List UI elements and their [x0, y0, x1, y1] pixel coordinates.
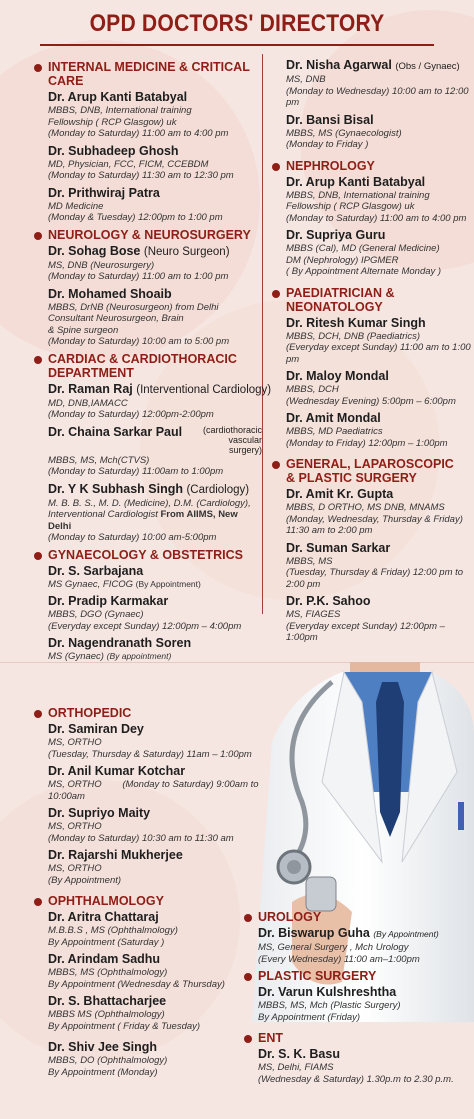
doctor-name: Dr. Aritra Chattaraj — [48, 910, 159, 924]
doctor-name: Dr. Rajarshi Mukherjee — [48, 848, 183, 862]
doctor-name: Dr. P.K. Sahoo — [286, 594, 371, 608]
doctor-entry — [272, 175, 472, 225]
doctor-entry — [244, 985, 472, 1023]
doctor-entry — [272, 228, 472, 278]
doctor-timing: (Monday to Saturday) 12:00pm-2:00pm — [48, 409, 214, 420]
doctor-timing: (By Appointment) — [48, 874, 122, 886]
doctor-name: Dr. Raman Raj (Interventional Cardiology) — [48, 381, 272, 396]
doctor-qualification: MBBS, DrNB (Neurosurgeon) from Delhi Consultant Neurosurgeon, Brain & Spine surgeon — [48, 301, 219, 336]
doctor-specialty: (Interventional Cardiology) — [136, 383, 272, 396]
section-heading: PAEDIATRICIAN & NEONATOLOGY — [272, 286, 472, 314]
doctor-qualification: MBBS, DNB, International training Fellowship ( RCP Glasgow) uk — [286, 189, 430, 212]
doctor-entry — [34, 90, 262, 140]
doctor-timing: (Monday to Saturday) 9:00am to 10:00am — [48, 779, 259, 802]
doctor-timing: (Monday to Saturday) 10:30 am to 11:30 am — [48, 832, 234, 844]
doctor-name: Dr. Chaina Sarkar Paul (cardiothoracic vascular surgery) — [48, 424, 262, 455]
doctor-entry — [34, 186, 262, 224]
doctor-qualification: MS, DNB (Neurosurgery) — [48, 259, 155, 271]
doctor-timing: (Monday to Saturday) 11:00am to 1:00pm — [48, 466, 224, 477]
doctor-timing: By Appointment (Wednesday & Thursday) — [48, 978, 225, 990]
doctor-timing: (Monday to Saturday) 10:00 am to 5:00 pm — [48, 336, 230, 347]
doctor-qualification: M. B. B. S., M. D. (Medicine), D.M. (Cardiology), Interventional Cardiologist From AIIMS, New Delhi — [48, 497, 251, 532]
doctor-entry — [34, 287, 262, 348]
doctor-timing: By Appointment (Saturday ) — [48, 936, 165, 948]
section-heading: ENT — [244, 1031, 472, 1045]
doctor-name: Dr. Anil Kumar Kotchar — [48, 764, 186, 778]
doctor-timing: By Appointment ( Friday & Tuesday) — [48, 1020, 201, 1032]
section-heading: NEUROLOGY & NEUROSURGERY — [34, 228, 262, 242]
doctor-name: Dr. Ritesh Kumar Singh — [286, 315, 426, 330]
doctor-timing: (Every Wednesday) 11:00 am–1:00pm — [258, 953, 420, 965]
doctor-entry — [272, 316, 472, 366]
doctor-timing: (Monday, Wednesday, Thursday & Friday) 11:30 am to 2:00 pm — [286, 513, 463, 536]
section-heading: ORTHOPEDIC — [34, 706, 274, 720]
doctor-name: Dr. Shiv Jee Singh — [48, 1040, 158, 1054]
doctor-entry — [244, 1047, 472, 1085]
doctor-qualification: MBBS, MS, Mch (Plastic Surgery) — [258, 1000, 401, 1011]
doctor-entry — [272, 594, 472, 644]
doctor-name: Dr. Arup Kanti Batabyal — [48, 90, 188, 104]
doctor-entry — [244, 926, 472, 965]
doctor-qualification: MBBS, DNB, International training Fellowship ( RCP Glasgow) uk — [48, 105, 192, 128]
doctor-qualification: MBBS, MS (Ophthalmology) — [48, 967, 168, 978]
section-heading: GENERAL, LAPAROSCOPIC & PLASTIC SURGERY — [272, 457, 472, 485]
section-heading: NEPHROLOGY — [272, 159, 472, 173]
doctor-entry — [272, 58, 472, 109]
doctor-note: (By appointment) — [106, 651, 172, 661]
doctor-qualification: MBBS, MS, Mch(CTVS) — [48, 454, 150, 466]
doctor-name: Dr. Nagendranath Soren — [48, 636, 192, 650]
doctor-timing: (Tuesday, Thursday & Friday) 12:00 pm to 2:00 pm — [286, 567, 464, 590]
doctor-name: Dr. Samiran Dey — [48, 722, 144, 736]
page-title: OPD DOCTORS' DIRECTORY — [89, 10, 385, 37]
doctor-qualification: MS, General Surgery , Mch Urology — [258, 942, 409, 953]
doctor-timing: (Monday to Friday) 12:00pm – 1:00pm — [286, 437, 448, 449]
doctor-qualification: MBBS, DGO (Gynaec) — [48, 609, 144, 620]
doctor-entry — [272, 487, 472, 537]
doctor-qualification: MS, ORTHO (Monday to Saturday) 9:00am to 10:00am — [48, 779, 259, 802]
section-heading: OPHTHALMOLOGY — [34, 894, 274, 908]
doctor-timing: (Everyday except Sunday) 12:00pm – 4:00pm — [48, 620, 242, 632]
doctor-name: Dr. S. Sarbajana — [48, 563, 144, 578]
doctor-entry — [34, 425, 262, 478]
title-underline — [40, 44, 434, 46]
doctor-timing: (Monday to Friday ) — [286, 139, 369, 150]
doctor-entry — [272, 541, 472, 591]
doctor-qualification: MD, Physician, FCC, FICM, CCEBDM — [48, 158, 209, 170]
doctor-qualification: MD Medicine — [48, 200, 104, 212]
doctor-timing: (Monday to Wednesday) 10:00 am to 12:00 pm — [286, 85, 469, 108]
doctor-timing: (Wednesday & Saturday) 1.30p.m to 2.30 p.m. — [258, 1073, 454, 1085]
doctor-entry — [34, 910, 274, 948]
doctor-entry — [272, 411, 472, 449]
doctor-timing: (Monday to Saturday) 11:00 am to 4:00 pm — [286, 212, 467, 224]
doctor-name: Dr. Amit Kr. Gupta — [286, 487, 394, 501]
doctor-qualification: MS Gynaec, FICOG (By Appointment) — [48, 578, 201, 590]
doctor-qualification: MBBS (Cal), MD (General Medicine) DM (Nephrology) IPGMER — [286, 243, 440, 266]
doctor-entry — [34, 952, 274, 990]
doctor-qualification: MS (Gynaec) (By appointment) — [48, 651, 172, 662]
doctor-qualification: MBBS, D ORTHO, MS DNB, MNAMS — [286, 502, 445, 513]
column-divider — [262, 54, 263, 614]
doctor-timing: (Tuesday, Thursday & Saturday) 11am – 1:00pm — [48, 748, 252, 760]
section-heading: PLASTIC SURGERY — [244, 969, 472, 983]
doctor-timing: ( By Appointment Alternate Monday ) — [286, 266, 442, 277]
doctor-entry — [272, 113, 472, 151]
doctor-qualification: MS, ORTHO — [48, 863, 102, 874]
doctor-name: Dr. Pradip Karmakar — [48, 594, 169, 608]
doctor-qualification: MS, Delhi, FIAMS — [258, 1062, 334, 1073]
section-heading: UROLOGY — [244, 910, 472, 924]
doctor-entry — [34, 636, 262, 663]
doctor-name: Dr. Bansi Bisal — [286, 112, 374, 127]
doctor-name: Dr. Suman Sarkar — [286, 540, 391, 555]
doctor-entry — [34, 1040, 274, 1078]
doctor-name: Dr. S. Bhattacharjee — [48, 994, 167, 1008]
doctor-name: Dr. Amit Mondal — [286, 411, 381, 425]
doctor-qualification: MS, DNB — [286, 74, 326, 85]
doctor-qualification: MS, FIAGES — [286, 609, 341, 620]
doctor-timing: (Monday to Saturday) 10:00 am-5:00pm — [48, 532, 217, 543]
section-heading: CARDIAC & CARDIOTHORACIC DEPARTMENT — [34, 352, 262, 380]
doctor-name: Dr. Supriyo Maity — [48, 806, 151, 820]
doctor-note: (By Appointment) — [373, 929, 439, 939]
doctor-timing: (Monday & Tuesday) 12:00pm to 1:00 pm — [48, 212, 223, 223]
doctor-qualification: MBBS, DCH, DNB (Paediatrics) — [286, 330, 421, 342]
doctor-entry — [34, 564, 262, 591]
doctor-name: Dr. Varun Kulshreshtha — [258, 985, 397, 999]
doctor-entry — [34, 594, 262, 632]
doctor-name: Dr. Nisha Agarwal (Obs / Gynaec) — [286, 58, 460, 72]
doctor-entry — [34, 482, 262, 544]
doctor-entry — [34, 848, 274, 886]
doctor-name: Dr. Subhadeep Ghosh — [48, 143, 179, 158]
doctor-name: Dr. Y K Subhash Singh (Cardiology) — [48, 481, 250, 496]
doctor-entry — [34, 994, 274, 1032]
doctor-name: Dr. Mohamed Shoaib — [48, 286, 172, 301]
doctor-name: Dr. Biswarup Guha (By Appointment) — [258, 926, 439, 940]
doctor-name: Dr. Maloy Mondal — [286, 369, 389, 383]
doctor-institute: From AIIMS, New Delhi — [48, 509, 238, 532]
doctor-name: Dr. Arup Kanti Batabyal — [286, 174, 426, 189]
doctor-note: (By Appointment) — [135, 578, 201, 589]
doctor-entry — [34, 806, 274, 844]
doctor-entry — [34, 722, 274, 760]
doctor-name: Dr. Sohag Bose (Neuro Surgeon) — [48, 243, 230, 258]
doctor-entry — [272, 369, 472, 407]
doctor-qualification: MD, DNB,IAMACC — [48, 397, 128, 409]
doctor-timing: (Wednesday Evening) 5:00pm – 6:00pm — [286, 395, 456, 407]
doctor-name: Dr. Supriya Guru — [286, 228, 386, 242]
doctor-entry — [34, 764, 274, 802]
doctor-timing: (Monday to Saturday) 11:00 am to 1:00 pm — [48, 271, 229, 282]
section-heading: INTERNAL MEDICINE & CRITICAL CARE — [34, 60, 262, 88]
doctor-name: Dr. Arindam Sadhu — [48, 952, 161, 966]
doctor-name: Dr. Prithwiraj Patra — [48, 185, 160, 200]
doctor-timing: (Everyday except Sunday) 11:00 am to 1:00 pm — [286, 342, 471, 365]
doctor-qualification: MBBS, MS (Gynaecologist) — [286, 127, 402, 139]
doctor-qualification: M.B.B.S , MS (Ophthalmology) — [48, 925, 178, 936]
doctor-qualification: MBBS, MS — [286, 555, 333, 567]
doctor-specialty: (cardiothoracic vascular surgery) — [202, 424, 262, 455]
doctor-entry — [34, 381, 272, 421]
doctor-entry — [34, 244, 262, 283]
doctor-specialty: (Neuro Surgeon) — [143, 245, 230, 258]
section-heading: GYNAECOLOGY & OBSTETRICS — [34, 548, 262, 562]
doctor-timing: (Monday to Saturday) 11:30 am to 12:30 pm — [48, 170, 234, 181]
doctor-timing: (Monday to Saturday) 11:00 am to 4:00 pm — [48, 128, 229, 139]
doctor-specialty: (Obs / Gynaec) — [395, 61, 460, 72]
doctor-timing: By Appointment (Monday) — [48, 1066, 158, 1078]
doctor-qualification: MS, ORTHO — [48, 821, 102, 832]
doctor-qualification: MBBS, MD Paediatrics — [286, 426, 383, 437]
doctor-specialty: (Cardiology) — [186, 483, 250, 496]
doctor-timing: By Appointment (Friday) — [258, 1011, 361, 1023]
doctor-entry — [34, 144, 262, 182]
doctor-name: Dr. S. K. Basu — [258, 1047, 340, 1061]
doctor-qualification: MBBS, DCH — [286, 384, 339, 395]
doctor-qualification: MBBS, DO (Ophthalmology) — [48, 1055, 168, 1066]
doctor-qualification: MS, ORTHO — [48, 737, 102, 748]
doctor-timing: (Everyday except Sunday) 12:00pm – 1:00pm — [286, 620, 445, 643]
doctor-qualification: MBBS MS (Ophthalmology) — [48, 1009, 165, 1020]
